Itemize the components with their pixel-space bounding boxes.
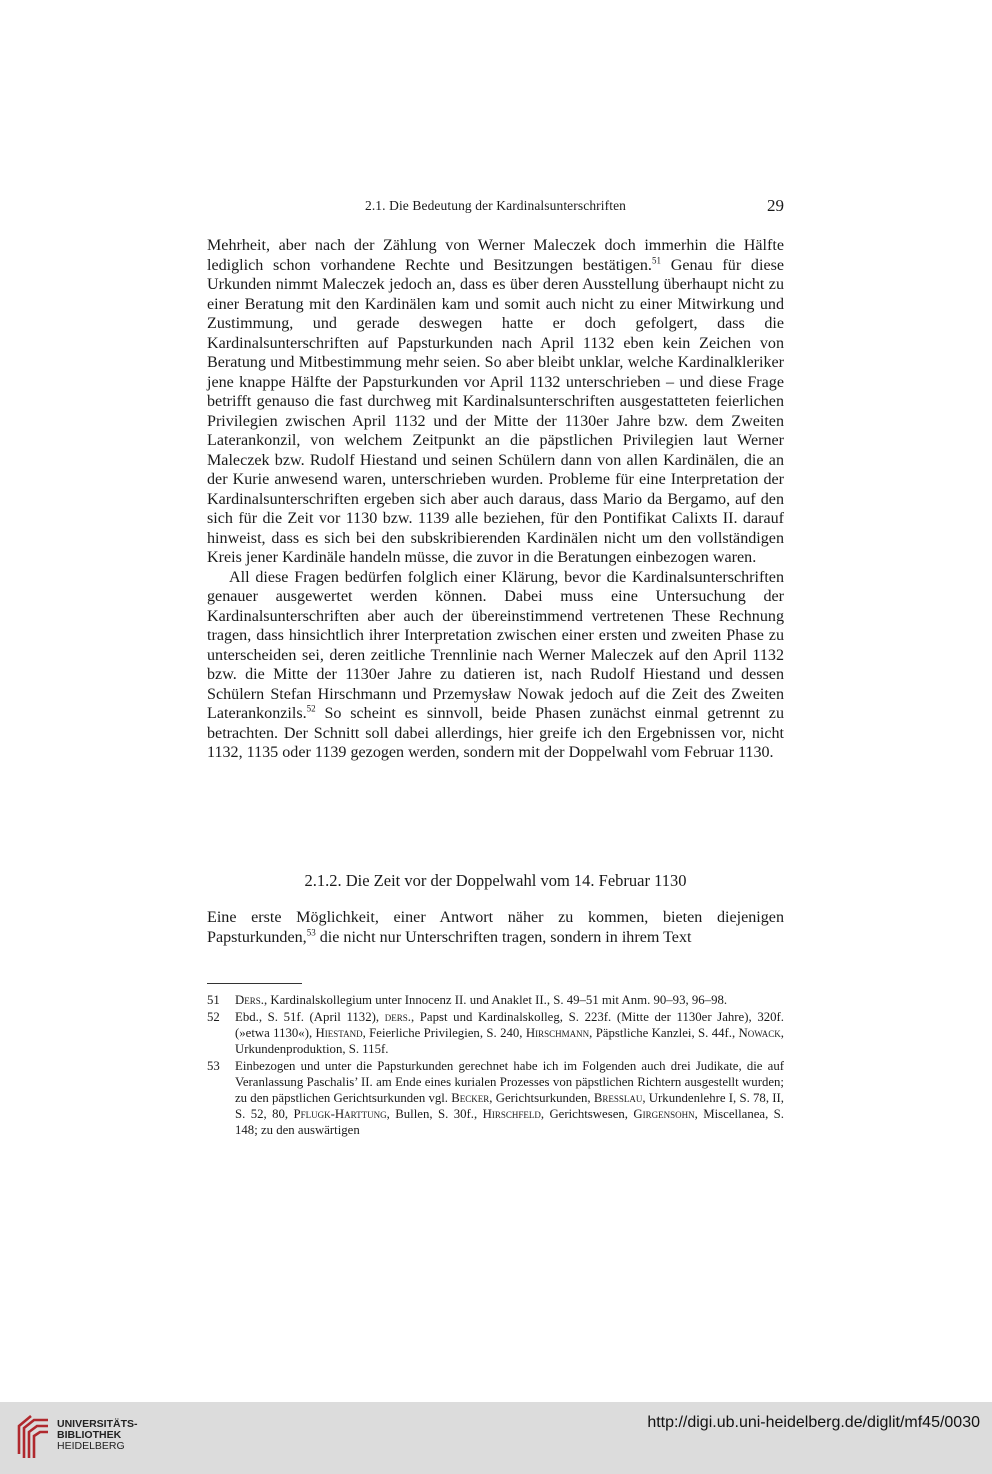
paragraph-2 [207,568,784,763]
footnote-author: ders. [384,1010,411,1024]
footnote-text: , Gerichtswesen, [540,1107,634,1121]
footnote-text: , Urkundenproduktion, S. 115f. [235,1026,784,1056]
footnote-text: , Miscellanea, S. 148; zu den auswärtigen [235,1107,785,1137]
paragraph-3-part-b: die nicht nur Unterschriften tragen, sondern in ihrem Text [315,928,692,946]
footnote-text: , Bullen, S. 30f., [386,1107,483,1121]
paragraph-1-part-a: Mehrheit, aber nach der Zählung von Werner Maleczek doch immerhin die Hälfte lediglich schon vorhandene Rechte und Besitzungen bestätigen. [207,237,784,274]
paragraph-2-part-a: All diese Fragen bedürfen folglich einer Klärung, bevor die Kardinalsunterschriften genauer ausgewertet werden können. Dabei muss eine Untersuchung der Kardinalsunterschriften aber auch der übereinstimmend vertretenen These Rechnung tragen, dass hinsichtlich ihrer Interpretation zwischen einer ersten und zweiten Phase zu unterscheiden sei, deren zeitliche Trennlinie nach Werner Maleczek auf den April 1132 bzw. die Mitte der 1130er Jahre zu datieren ist, nach Rudolf Hiestand und dessen Schülern Stefan Hirschmann und Przemysław Nowak jedoch auf die Zeit des Zweiten Laterankonzils. [207,568,784,722]
library-logo-icon[interactable] [12,1414,52,1460]
page-header [207,196,784,218]
body-text [207,236,784,763]
body-text-continued [207,908,784,947]
footnote-ref-52[interactable]: 52 [306,703,316,714]
footnote-text: Einbezogen und unter die Papsturkunden gerechnet habe ich im Folgenden auch drei Judikate, die auf Veranlassung Paschalis’ II. am Ende eines kurialen Prozesses von päpstlichen Richtern ausgestellt wurden; zu den päpstlichen Gerichtsurkunden vgl. [235,1059,784,1105]
footnote-ref-53[interactable]: 53 [306,927,316,938]
footnote-author: Nowack [738,1026,781,1040]
footnote-divider [207,983,302,984]
footnote-author: Hirschfeld [482,1107,541,1121]
paragraph-2-part-b: So scheint es sinnvoll, beide Phasen zunächst einmal getrennt zu betrachten. Der Schnitt soll dabei allerdings, hier greife ich den Ergebnissen vor, nicht 1132, 1135 oder 1139 gezogen werden, sondern mit der Doppelwahl vom Februar 1130. [207,705,784,761]
footnote-number: 52 [207,1010,220,1024]
footnote-author: Girgensohn [633,1107,695,1121]
paragraph-3-part-a: Eine erste Möglichkeit, einer Antwort näher zu kommen, bieten diejenigen Papsturkunden, [207,909,784,946]
footnote-author: Pflugk-Harttung [293,1107,387,1121]
library-name-line-1: UNIVERSITÄTS- [57,1418,138,1430]
footnote-text: Ebd., S. 51f. (April 1132), [235,1010,385,1024]
footnotes [207,992,784,1139]
section-heading: 2.1.2. Die Zeit vor der Doppelwahl vom 14. Februar 1130 [304,871,687,890]
permalink-url[interactable]: http://digi.ub.uni-heidelberg.de/diglit/mf45/0030 [647,1414,980,1431]
footnote-text: , Gerichtsurkunden, [489,1091,594,1105]
paragraph-3 [207,908,784,947]
footnote-52 [207,1009,784,1057]
footnote-text: , Päpstliche Kanzlei, S. 44f., [589,1026,739,1040]
footnote-author: Bresslau [593,1091,643,1105]
footnote-author: Becker [451,1091,490,1105]
library-name-line-2: BIBLIOTHEK [57,1429,122,1441]
footnote-author: Hirschmann [525,1026,590,1040]
page-number: 29 [767,196,784,215]
footnote-text: , Feierliche Privilegien, S. 240, [362,1026,526,1040]
footnote-text: , Kardinalskollegium unter Innocenz II. und Anaklet II., S. 49–51 mit Anm. 90–93, 96–98. [263,993,728,1007]
footnote-53 [207,1058,784,1138]
footnote-51 [207,992,784,1008]
footnote-ref-51[interactable]: 51 [651,255,661,266]
paragraph-1-part-b: Genau für diese Urkunden nimmt Maleczek jedoch an, dass es über deren Ausstellung überhaupt nicht zu einer Beratung mit den Kardinälen kam und somit auch nicht zu einer Mitwirkung und Zustimmung, und gerade deswegen hatte er doch gefolgert, dass die Kardinalsunterschriften auf Papsturkunden nach April 1132 eben kein Zeichen von Beratung und Mitbestimmung mehr seien. So aber bleibt unklar, welche Kardinalkleriker jene knappe Hälfte der Papsturkunden vor April 1132 unterschrieben – und diese Frage betrifft genauso die fast durchweg mit Kardinalsunterschriften ausgestatteten feierlichen Privilegien zwischen April 1132 und der Mitte der 1130er Jahre bzw. dem Zweiten Laterankonzil, von welchem Zeitpunkt an die päpstlichen Privilegien laut Werner Maleczek bzw. Rudolf Hiestand und seinen Schülern dann von allen Kardinälen, die an der Kurie anwesend waren, unterschrieben wurden. Probleme für eine Interpretation der Kardinalsunterschriften ergeben sich aber auch daraus, dass Mario da Bergamo, auf den sich für die Zeit vor 1130 bzw. 1139 alle beziehen, für den Pontifikat Calixts II. darauf hinweist, dass es sich bei den subskribierenden Kardinälen nicht um den vollständigen Kreis jener Kardinäle handeln müsse, die zuvor in die Beratungen einbezogen waren. [207,256,784,566]
footnote-text: , Papst und Kardinalskolleg, S. 223f. (Mitte der 1130er Jahre), 320f. (»etwa 1130«), [235,1010,785,1040]
library-name-line-3: HEIDELBERG [57,1440,125,1452]
paragraph-1 [207,236,784,568]
running-title: 2.1. Die Bedeutung der Kardinalsunterschriften [364,198,627,213]
footer-bar [0,1402,992,1474]
footnote-number: 51 [207,993,220,1007]
footnote-number: 53 [207,1059,220,1073]
footnote-author: Ders. [235,993,264,1007]
library-name [57,1419,138,1452]
footnote-author: Hiestand [315,1026,363,1040]
footnote-text: , Urkundenlehre I, S. 78, II, S. 52, 80, [235,1091,784,1121]
